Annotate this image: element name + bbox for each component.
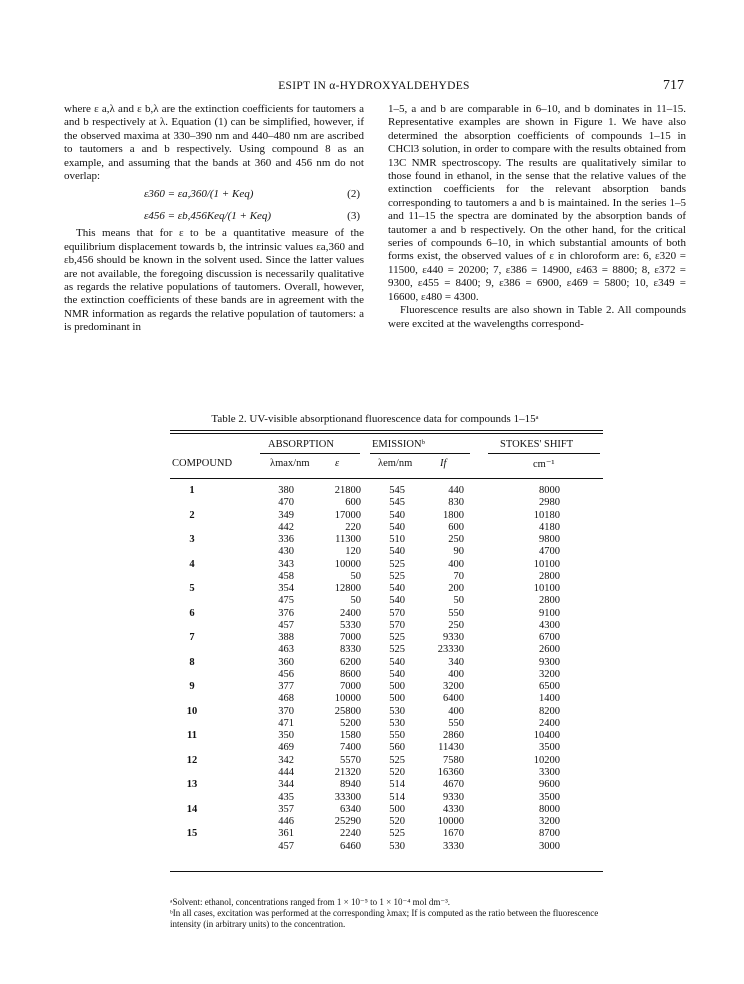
cell-epsilon: 120	[345, 546, 361, 558]
cell-compound: 8	[189, 656, 195, 668]
equation-2	[64, 183, 364, 205]
table-row	[170, 767, 603, 779]
cell-stokes-shift: 2980	[539, 497, 560, 509]
cell-epsilon: 8600	[340, 668, 361, 680]
cell-intensity: 90	[453, 546, 464, 558]
cell-epsilon: 6340	[340, 803, 361, 815]
equation-3	[64, 205, 364, 227]
col-lambda-em: λem/nm	[378, 458, 413, 469]
cell-compound: 4	[189, 558, 195, 570]
table-row	[170, 742, 603, 754]
cell-stokes-shift: 9600	[539, 779, 560, 791]
col-compound: COMPOUND	[172, 458, 233, 469]
cell-stokes-shift: 10200	[533, 754, 560, 766]
cell-lambda-max: 360	[278, 656, 294, 668]
cell-stokes-shift: 8200	[539, 705, 560, 717]
cell-intensity: 23330	[437, 644, 464, 656]
table-row	[170, 632, 603, 644]
cell-intensity: 400	[448, 668, 464, 680]
left-column	[64, 103, 364, 335]
table-row	[170, 804, 603, 816]
cell-stokes-shift: 2400	[539, 717, 560, 729]
table-footnotes	[170, 897, 610, 930]
cell-intensity: 16360	[437, 766, 464, 778]
cell-intensity: 250	[448, 619, 464, 631]
cell-lambda-max: 361	[278, 828, 294, 840]
cell-lambda-em: 520	[389, 816, 405, 828]
cell-compound: 9	[189, 681, 195, 693]
cell-compound: 12	[186, 754, 198, 766]
cell-intensity: 6400	[443, 693, 464, 705]
cell-lambda-em: 530	[389, 717, 405, 729]
cell-epsilon: 25800	[334, 705, 361, 717]
cell-epsilon: 33300	[334, 791, 361, 803]
cell-lambda-max: 468	[278, 693, 294, 705]
cell-lambda-max: 350	[278, 730, 294, 742]
table-row	[170, 522, 603, 534]
cell-lambda-em: 500	[389, 693, 405, 705]
equation-2-number: (2)	[347, 187, 360, 200]
cell-compound: 2	[189, 509, 195, 521]
cell-lambda-max: 446	[278, 816, 294, 828]
cell-intensity: 1800	[443, 509, 464, 521]
cell-lambda-em: 514	[389, 779, 405, 791]
cell-stokes-shift: 8700	[539, 828, 560, 840]
table-row	[170, 779, 603, 791]
cell-intensity: 3330	[443, 840, 464, 852]
cell-stokes-shift: 9300	[539, 656, 560, 668]
cell-lambda-em: 570	[389, 607, 405, 619]
cell-epsilon: 2400	[340, 607, 361, 619]
table-row	[170, 792, 603, 804]
cell-lambda-em: 540	[389, 656, 405, 668]
cell-lambda-em: 560	[389, 742, 405, 754]
cell-epsilon: 2240	[340, 828, 361, 840]
cell-stokes-shift: 10180	[533, 509, 560, 521]
cell-lambda-em: 510	[389, 534, 405, 546]
cell-epsilon: 10000	[334, 558, 361, 570]
cell-lambda-max: 457	[278, 840, 294, 852]
equation-2-body: ε360 = εa,360/(1 + Keq)	[144, 187, 254, 200]
cell-lambda-max: 470	[278, 497, 294, 509]
cell-epsilon: 5570	[340, 754, 361, 766]
cell-intensity: 3200	[443, 681, 464, 693]
cell-compound: 11	[187, 730, 197, 742]
cell-stokes-shift: 6700	[539, 632, 560, 644]
cell-epsilon: 8940	[340, 779, 361, 791]
table-row	[170, 816, 603, 828]
cell-intensity: 250	[448, 534, 464, 546]
cell-lambda-max: 442	[278, 521, 294, 533]
cell-lambda-max: 435	[278, 791, 294, 803]
group-stokes: STOKES' SHIFT	[500, 439, 574, 450]
cell-compound: 5	[189, 583, 195, 595]
cell-lambda-em: 550	[389, 730, 405, 742]
right-para-1: 1–5, a and b are comparable in 6–10, and b dominates in 11–15. Representative examples are shown in Figure 1. We have also determined the absorption coefficients of compounds 1–15 in CHCl3 solution, in order to compare with the results obtained from 13C NMR spectroscopy. The results are qualitatively similar to those found in ethanol, in the sense that the relative values of the extinction coefficients for the relevant absorption bands corresponding to tautomers a and b is maintained. In the series 1–5 and 11–15 the spectra are dominated by the absorption bands of tautomer a and b respectively. On the other hand, for the critical series of compounds 6–10, in which substantial amounts of both forms exist, the observed values of ε in chloroform are: 6, ε320 = 11500, ε440 = 20200; 7, ε386 = 14900, ε463 = 8800; 8, ε372 = 9300, ε455 = 8400; 9, ε386 = 6900, ε469 = 5800; 10, ε349 = 16600, ε480 = 4300.	[388, 103, 686, 303]
cell-lambda-max: 349	[278, 509, 294, 521]
cell-compound: 6	[189, 607, 195, 619]
cell-lambda-max: 370	[278, 705, 294, 717]
cell-intensity: 9330	[443, 632, 464, 644]
cell-stokes-shift: 3300	[539, 766, 560, 778]
cell-stokes-shift: 4300	[539, 619, 560, 631]
table-row	[170, 583, 603, 595]
table-row	[170, 534, 603, 546]
cell-intensity: 2860	[443, 730, 464, 742]
cell-stokes-shift: 9100	[539, 607, 560, 619]
table-row	[170, 620, 603, 632]
cell-epsilon: 6460	[340, 840, 361, 852]
cell-intensity: 4670	[443, 779, 464, 791]
cell-stokes-shift: 10400	[533, 730, 560, 742]
cell-epsilon: 600	[345, 497, 361, 509]
cell-epsilon: 5330	[340, 619, 361, 631]
cell-compound: 1	[189, 485, 195, 496]
cell-epsilon: 8330	[340, 644, 361, 656]
table-row	[170, 497, 603, 509]
footnote-b: ᵇIn all cases, excitation was performed at the corresponding λmax; If is computed as the ratio between the fluorescence intensity (in arbitrary units) to the concentration.	[170, 908, 599, 929]
cell-compound: 7	[189, 632, 195, 644]
cell-lambda-max: 456	[278, 668, 294, 680]
table-row	[170, 644, 603, 656]
cell-lambda-max: 344	[278, 779, 294, 791]
cell-epsilon: 7000	[340, 681, 361, 693]
cell-stokes-shift: 1400	[539, 693, 560, 705]
cell-stokes-shift: 8000	[539, 485, 560, 496]
table-row	[170, 828, 603, 840]
cell-epsilon: 10000	[334, 693, 361, 705]
cell-stokes-shift: 3200	[539, 816, 560, 828]
cell-stokes-shift: 2800	[539, 595, 560, 607]
cell-lambda-em: 500	[389, 681, 405, 693]
cell-lambda-max: 458	[278, 570, 294, 582]
cell-lambda-em: 540	[389, 509, 405, 521]
table-row	[170, 718, 603, 730]
cell-intensity: 7580	[443, 754, 464, 766]
table-row	[170, 681, 603, 693]
cell-stokes-shift: 4700	[539, 546, 560, 558]
cell-compound: 13	[186, 779, 198, 791]
cell-compound: 3	[189, 534, 195, 546]
cell-stokes-shift: 3200	[539, 668, 560, 680]
cell-lambda-em: 540	[389, 521, 405, 533]
cell-lambda-max: 354	[278, 583, 294, 595]
cell-lambda-em: 525	[389, 558, 405, 570]
cell-lambda-em: 520	[389, 766, 405, 778]
cell-epsilon: 21320	[334, 766, 361, 778]
table-row	[170, 559, 603, 571]
cell-intensity: 4330	[443, 803, 464, 815]
cell-lambda-max: 376	[278, 607, 294, 619]
table-row	[170, 571, 603, 583]
cell-intensity: 830	[448, 497, 464, 509]
cell-lambda-max: 336	[278, 534, 294, 546]
table-row	[170, 706, 603, 718]
table-row	[170, 693, 603, 705]
table-row	[170, 755, 603, 767]
cell-lambda-em: 540	[389, 546, 405, 558]
col-intensity: If	[440, 458, 447, 469]
page-number: 717	[663, 78, 684, 93]
cell-intensity: 440	[448, 485, 464, 496]
table-row	[170, 730, 603, 742]
cell-lambda-em: 514	[389, 791, 405, 803]
table-caption: Table 2. UV-visible absorptionand fluorescence data for compounds 1–15ᵃ	[211, 413, 539, 425]
table-bottom-rule	[170, 871, 603, 872]
cell-lambda-em: 570	[389, 619, 405, 631]
cell-stokes-shift: 3500	[539, 742, 560, 754]
cell-lambda-max: 342	[278, 754, 294, 766]
col-stokes-unit: cm⁻¹	[533, 459, 555, 470]
cell-stokes-shift: 6500	[539, 681, 560, 693]
cell-epsilon: 6200	[340, 656, 361, 668]
cell-compound: 14	[186, 803, 198, 815]
table-row	[170, 595, 603, 607]
cell-stokes-shift: 2600	[539, 644, 560, 656]
cell-compound: 10	[186, 705, 198, 717]
cell-lambda-em: 525	[389, 644, 405, 656]
cell-lambda-max: 469	[278, 742, 294, 754]
cell-lambda-em: 540	[389, 668, 405, 680]
cell-intensity: 550	[448, 717, 464, 729]
cell-stokes-shift: 4180	[539, 521, 560, 533]
cell-lambda-em: 525	[389, 754, 405, 766]
data-table	[170, 430, 603, 872]
cell-intensity: 340	[448, 656, 464, 668]
cell-stokes-shift: 8000	[539, 803, 560, 815]
table-row	[170, 657, 603, 669]
cell-epsilon: 220	[345, 521, 361, 533]
table-body	[170, 479, 603, 871]
cell-lambda-em: 525	[389, 828, 405, 840]
cell-lambda-max: 388	[278, 632, 294, 644]
cell-stokes-shift: 3500	[539, 791, 560, 803]
cell-lambda-em: 500	[389, 803, 405, 815]
equation-3-body: ε456 = εb,456Keq/(1 + Keq)	[144, 209, 272, 222]
equation-3-number: (3)	[347, 209, 360, 222]
cell-epsilon: 50	[350, 570, 361, 582]
cell-lambda-max: 377	[278, 681, 294, 693]
cell-lambda-max: 430	[278, 546, 294, 558]
cell-lambda-em: 525	[389, 632, 405, 644]
right-para-2: Fluorescence results are also shown in Table 2. All compounds were excited at the wavelengths correspond-	[388, 304, 686, 330]
cell-intensity: 550	[448, 607, 464, 619]
table-column-header	[170, 454, 603, 478]
cell-intensity: 1670	[443, 828, 464, 840]
col-epsilon: ε	[335, 458, 340, 469]
cell-intensity: 400	[448, 558, 464, 570]
left-para-2: This means that for ε to be a quantitative measure of the equilibrium displacement towards b, the intrinsic values εa,360 and εb,456 should be known in the solvent used. Since the latter values are not available, the foregoing discussion is necessarily qualitative as regards the relative populations of tautomers. Overall, however, the extinction coefficients of these bands are in agreement with the NMR information as regards the relative population of tautomers: a is predominant in	[64, 227, 364, 334]
cell-lambda-em: 545	[389, 497, 405, 509]
cell-lambda-max: 463	[278, 644, 294, 656]
cell-lambda-max: 380	[278, 485, 294, 496]
cell-stokes-shift: 2800	[539, 570, 560, 582]
group-absorption: ABSORPTION	[268, 439, 334, 450]
table-row	[170, 669, 603, 681]
running-title: ESIPT IN α-HYDROXYALDEHYDES	[278, 80, 470, 92]
col-lambda-max: λmax/nm	[270, 458, 310, 469]
cell-intensity: 600	[448, 521, 464, 533]
cell-lambda-em: 525	[389, 570, 405, 582]
cell-stokes-shift: 10100	[533, 558, 560, 570]
cell-lambda-max: 357	[278, 803, 294, 815]
cell-intensity: 11430	[438, 742, 464, 754]
cell-intensity: 200	[448, 583, 464, 595]
cell-epsilon: 17000	[334, 509, 361, 521]
running-header	[64, 78, 684, 96]
cell-lambda-max: 444	[278, 766, 294, 778]
cell-lambda-em: 530	[389, 840, 405, 852]
footnote-a: ᵃSolvent: ethanol, concentrations ranged from 1 × 10⁻⁵ to 1 × 10⁻⁴ mol dm⁻³.	[170, 897, 451, 907]
cell-intensity: 9330	[443, 791, 464, 803]
left-para-1: where ε a,λ and ε b,λ are the extinction coefficients for tautomers a and b respectively at λ. Equation (1) can be simplified, however, if the observed maxima at 330–390 nm and 440–480 nm are ascribed to tautomers a and b respectively. Using compound 8 as an example, and assuming that the bands at 360 and 456 nm do not overlap:	[64, 103, 364, 183]
cell-epsilon: 21800	[334, 485, 361, 496]
cell-intensity: 10000	[437, 816, 464, 828]
table-row	[170, 510, 603, 522]
cell-lambda-em: 540	[389, 583, 405, 595]
cell-compound: 15	[186, 828, 198, 840]
cell-epsilon: 5200	[340, 717, 361, 729]
table-row	[170, 841, 603, 853]
cell-epsilon: 50	[350, 595, 361, 607]
table-row	[170, 485, 603, 497]
cell-lambda-max: 457	[278, 619, 294, 631]
cell-intensity: 50	[453, 595, 464, 607]
cell-stokes-shift: 10100	[533, 583, 560, 595]
cell-stokes-shift: 3000	[539, 840, 560, 852]
table-row	[170, 546, 603, 558]
cell-epsilon: 11300	[335, 534, 361, 546]
group-emission: EMISSIONᵇ	[372, 439, 425, 450]
cell-lambda-em: 540	[389, 595, 405, 607]
cell-epsilon: 1580	[340, 730, 361, 742]
cell-lambda-em: 545	[389, 485, 405, 496]
cell-epsilon: 12800	[334, 583, 361, 595]
cell-lambda-em: 530	[389, 705, 405, 717]
cell-stokes-shift: 9800	[539, 534, 560, 546]
cell-lambda-max: 471	[278, 717, 294, 729]
cell-intensity: 400	[448, 705, 464, 717]
table-row	[170, 608, 603, 620]
cell-lambda-max: 343	[278, 558, 294, 570]
right-column	[388, 103, 686, 331]
table-group-header	[170, 434, 603, 454]
cell-intensity: 70	[453, 570, 464, 582]
cell-epsilon: 7400	[340, 742, 361, 754]
cell-epsilon: 25290	[334, 816, 361, 828]
cell-lambda-max: 475	[278, 595, 294, 607]
cell-epsilon: 7000	[340, 632, 361, 644]
